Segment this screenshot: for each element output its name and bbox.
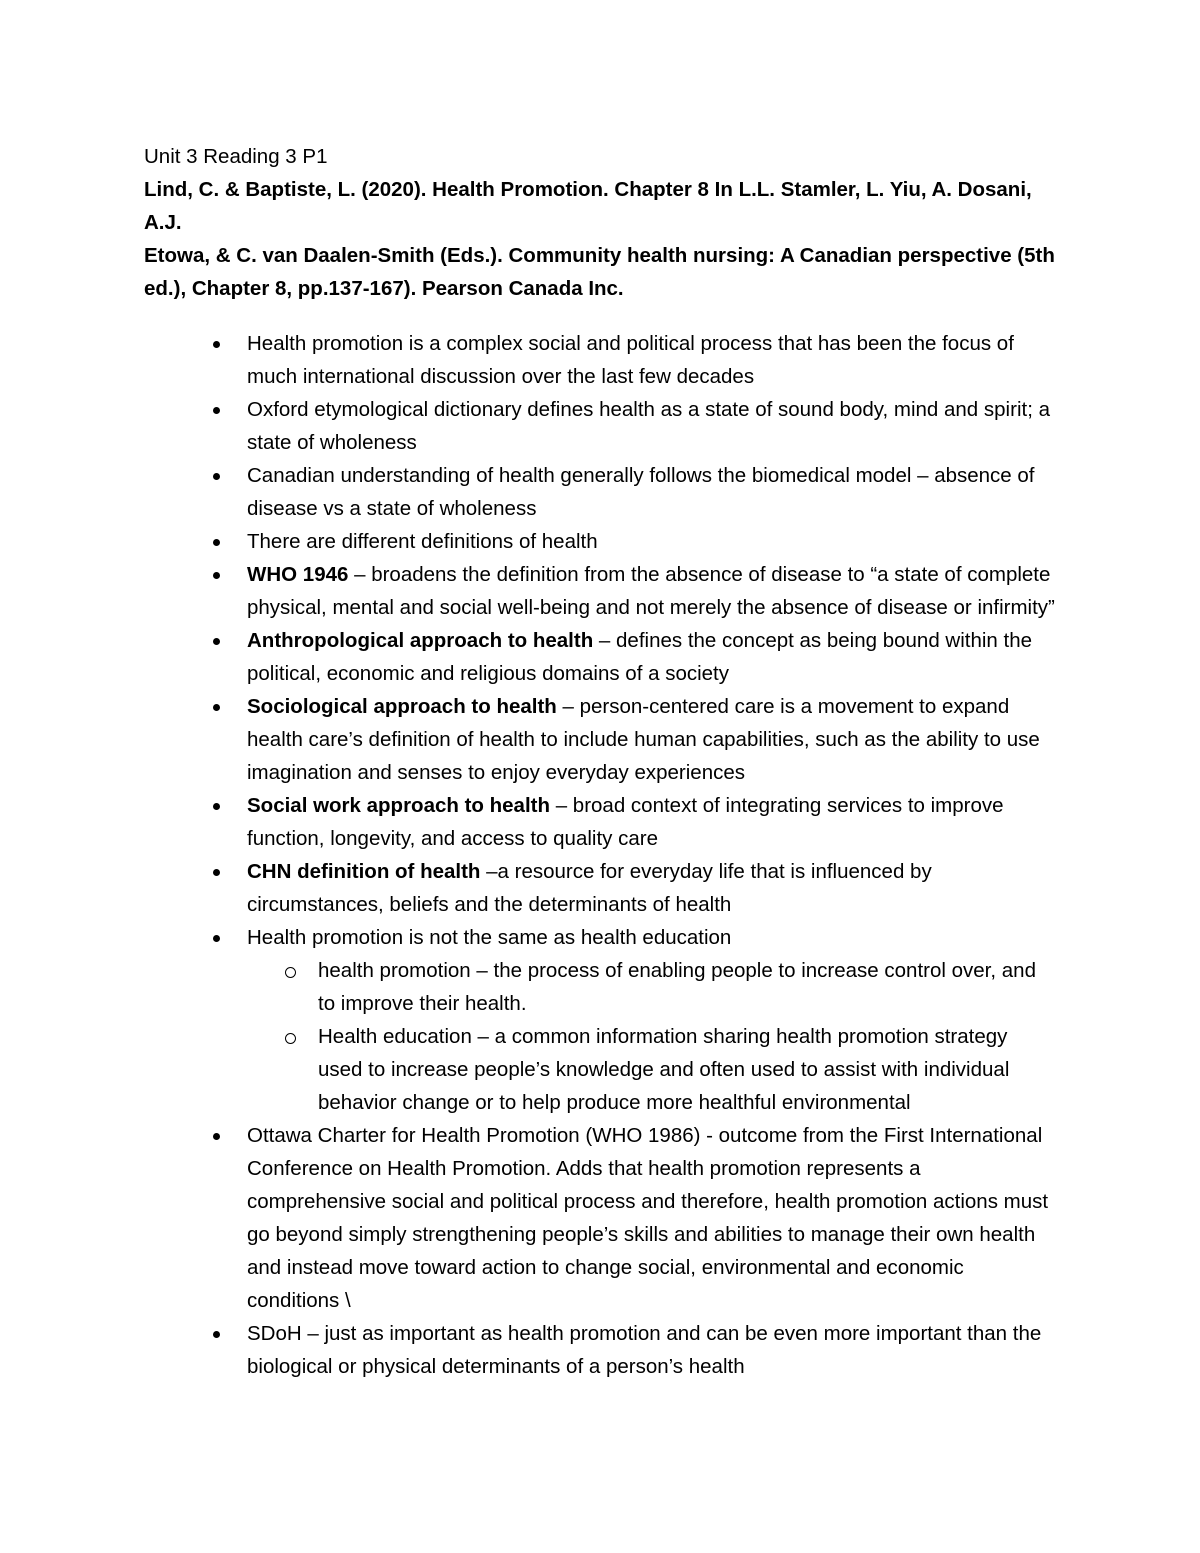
list-item	[144, 1317, 1056, 1383]
document-title: Unit 3 Reading 3 P1	[144, 145, 328, 168]
bullet-icon	[213, 407, 220, 414]
bullet-text: SDoH – just as important as health promotion and can be even more important than the biological or physical determinants of a person’s health	[247, 1322, 1042, 1378]
bullet-icon	[213, 341, 220, 348]
bullet-icon	[213, 473, 220, 480]
bullet-icon	[213, 1133, 220, 1140]
bullet-bold: Social work approach to health	[247, 794, 551, 817]
list-item	[144, 690, 1056, 789]
bullet-text: – person-centered care is a movement to expand health care’s definition of health to include human capabilities, such as the ability to use imagination and senses to enjoy everyday experiences	[247, 695, 1040, 784]
bullet-icon	[213, 935, 220, 942]
bullet-icon	[213, 638, 220, 645]
bullet-text: – defines the concept as being bound within the political, economic and religious domains of a society	[247, 629, 1033, 685]
list-item	[144, 855, 1056, 921]
bullet-text: Ottawa Charter for Health Promotion (WHO 1986) - outcome from the First International Conference on Health Promotion. Adds that health promotion represents a comprehensive social and political process and therefore, health promotion actions must go beyond simply strengthening people’s skills and abilities to manage their own health and instead move toward action to change social, environmental and economic conditions \	[247, 1124, 1049, 1312]
hollow-bullet-icon	[285, 967, 296, 978]
bullet-list	[144, 327, 1056, 1383]
sub-bullet-text: Health education – a common information sharing health promotion strategy used to increase people’s knowledge and often used to assist with individual behavior change or to help produce more healthful environmental	[318, 1025, 1010, 1114]
bullet-icon	[213, 869, 220, 876]
bullet-bold: CHN definition of health	[247, 860, 481, 883]
list-item	[144, 1119, 1056, 1317]
sub-bullet-text: health promotion – the process of enabling people to increase control over, and to improve their health.	[318, 959, 1036, 1015]
bullet-text: Canadian understanding of health generally follows the biomedical model – absence of disease vs a state of wholeness	[247, 464, 1035, 520]
bullet-icon	[213, 572, 220, 579]
reference-line-1: Lind, C. & Baptiste, L. (2020). Health Promotion. Chapter 8 In L.L. Stamler, L. Yiu, A. Dosani, A.J.	[144, 178, 1032, 234]
list-item	[144, 459, 1056, 525]
list-item	[144, 789, 1056, 855]
list-item	[144, 558, 1056, 624]
bullet-bold: Sociological approach to health	[247, 695, 557, 718]
reference-line-2: Etowa, & C. van Daalen-Smith (Eds.). Community health nursing: A Canadian perspective (5th ed.), Chapter 8, pp.137-167). Pearson Canada Inc.	[144, 244, 1055, 300]
bullet-text: There are different definitions of health	[247, 530, 598, 553]
list-item	[144, 624, 1056, 690]
bullet-icon	[213, 704, 220, 711]
bullet-icon	[213, 539, 220, 546]
document-content	[144, 140, 1056, 1383]
bullet-icon	[213, 1331, 220, 1338]
bullet-bold: Anthropological approach to health	[247, 629, 594, 652]
bullet-text: Health promotion is a complex social and political process that has been the focus of much international discussion over the last few decades	[247, 332, 1014, 388]
bullet-text: Health promotion is not the same as health education	[247, 926, 732, 949]
sub-list-item	[247, 1020, 1056, 1119]
bullet-bold: WHO 1946	[247, 563, 349, 586]
bullet-text: Oxford etymological dictionary defines health as a state of sound body, mind and spirit; a state of wholeness	[247, 398, 1050, 454]
bullet-icon	[213, 803, 220, 810]
bullet-text: –a resource for everyday life that is influenced by circumstances, beliefs and the determinants of health	[247, 860, 932, 916]
list-item	[144, 327, 1056, 393]
bullet-text: – broad context of integrating services to improve function, longevity, and access to quality care	[247, 794, 1004, 850]
hollow-bullet-icon	[285, 1033, 296, 1044]
sub-bullet-list	[247, 954, 1056, 1119]
list-item	[144, 525, 1056, 558]
bullet-text: – broadens the definition from the absence of disease to “a state of complete physical, mental and social well-being and not merely the absence of disease or infirmity”	[247, 563, 1055, 619]
list-item	[144, 921, 1056, 1119]
list-item	[144, 393, 1056, 459]
sub-list-item	[247, 954, 1056, 1020]
